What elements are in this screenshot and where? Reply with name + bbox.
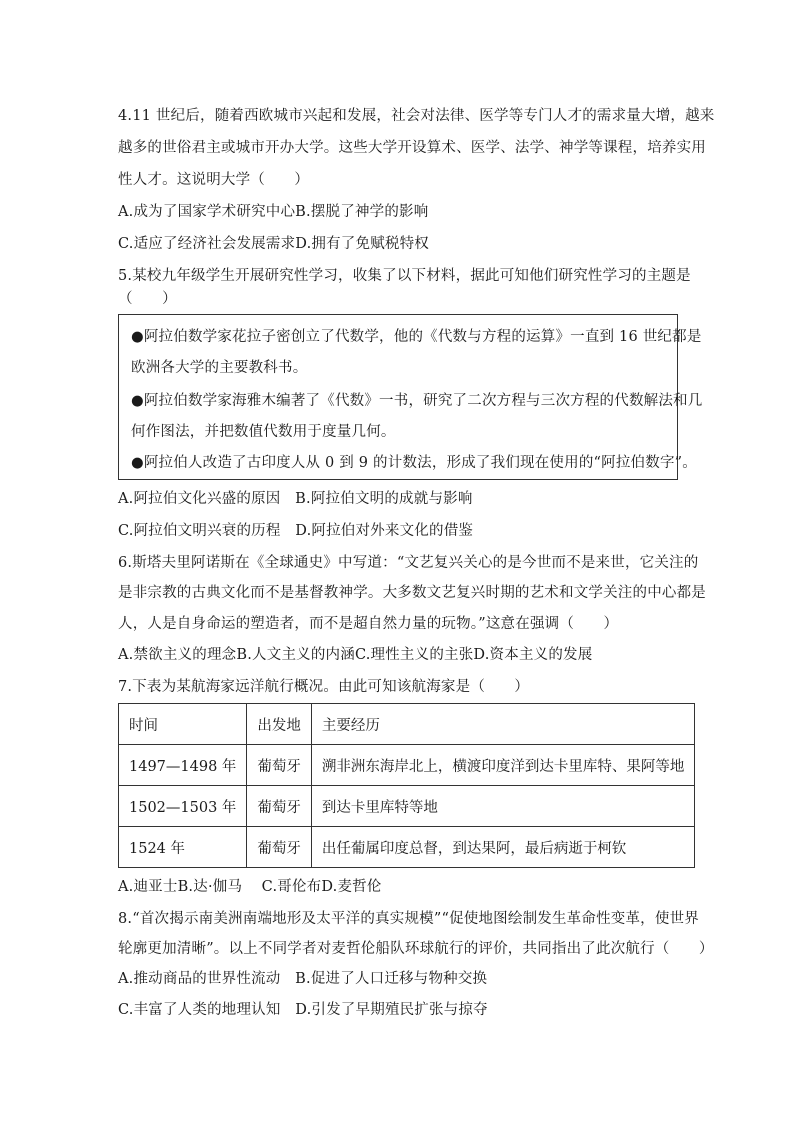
q4-stem-line-3: 性人才。这说明大学（ ） [118, 172, 310, 188]
header-time: 时间 [119, 704, 247, 745]
q6-stem-line-3: 人，人是自身命运的塑造者，而不是超自然力量的玩物。”这意在强调（ ） [118, 616, 619, 632]
row-time: 1497—1498 年 [119, 745, 247, 786]
q5-stem-line-1: 5.某校九年级学生开展研究性学习，收集了以下材料，据此可知他们研究性学习的主题是 [118, 268, 691, 284]
q5-material-box [118, 314, 703, 480]
row-time: 1524 年 [119, 827, 247, 868]
table-row [119, 786, 695, 827]
row-origin: 葡萄牙 [247, 745, 312, 786]
q8-stem-line-1: 8.“首次揭示南美洲南端地形及太平洋的真实规模”“促使地图绘制发生革命性变革，使世界 [118, 911, 699, 927]
row-experience: 溯非洲东海岸北上，横渡印度洋到达卡里库特、果阿等地 [311, 745, 695, 786]
q6-stem-line-2: 是非宗教的古典文化而不是基督教神学。大多数文艺复兴时期的艺术和文学关注的中心都是 [118, 585, 706, 601]
q8-options-cd: C.丰富了人类的地理认知 D.引发了早期殖民扩张与掠夺 [118, 1002, 488, 1018]
q4-options-cd: C.适应了经济社会发展需求D.拥有了免赋税特权 [118, 236, 430, 252]
row-experience: 到达卡里库特等地 [311, 786, 695, 827]
q7-options: A.迪亚士B.达·伽马 C.哥伦布D.麦哲伦 [118, 879, 382, 895]
q5-material-line-1: ●阿拉伯数学家花拉子密创立了代数学，他的《代数与方程的运算》一直到 16 世纪都是 [131, 329, 702, 345]
q5-stem-line-2: （ ） [118, 291, 177, 307]
table-row [119, 745, 695, 786]
q5-material-line-2: 欧洲各大学的主要教科书。 [131, 360, 308, 376]
q8-stem-line-2: 轮廓更加清晰”。以上不同学者对麦哲伦船队环球航行的评价，共同指出了此次航行（ ） [118, 941, 714, 957]
q4-stem-line-2: 越多的世俗君主或城市开办大学。这些大学开设算术、医学、法学、神学等课程，培养实用 [118, 140, 706, 156]
q5-options-cd: C.阿拉伯文明兴衰的历程 D.阿拉伯对外来文化的借鉴 [118, 523, 474, 539]
header-experience: 主要经历 [311, 704, 695, 745]
table-header-row [119, 704, 695, 745]
header-origin: 出发地 [247, 704, 312, 745]
row-time: 1502—1503 年 [119, 786, 247, 827]
row-origin: 葡萄牙 [247, 786, 312, 827]
q6-options: A.禁欲主义的理念B.人文主义的内涵C.理性主义的主张D.资本主义的发展 [118, 647, 593, 663]
voyage-table [118, 703, 695, 868]
q5-material-line-5: ●阿拉伯人改造了古印度人从 0 到 9 的计数法，形成了我们现在使用的“阿拉伯数字”。 [131, 455, 697, 471]
q7-stem: 7.下表为某航海家远洋航行概况。由此可知该航海家是（ ） [118, 679, 530, 695]
row-experience: 出任葡属印度总督，到达果阿，最后病逝于柯钦 [311, 827, 695, 868]
q5-options-ab: A.阿拉伯文化兴盛的原因 B.阿拉伯文明的成就与影响 [118, 491, 473, 507]
row-origin: 葡萄牙 [247, 827, 312, 868]
q5-material-line-4: 何作图法，并把数值代数用于度量几何。 [131, 424, 396, 440]
q4-options-ab: A.成为了国家学术研究中心B.摆脱了神学的影响 [118, 204, 429, 220]
table-row [119, 827, 695, 868]
q6-stem-line-1: 6.斯塔夫里阿诺斯在《全球通史》中写道：“文艺复兴关心的是今世而不是来世，它关注的 [118, 555, 699, 571]
q5-material-line-3: ●阿拉伯数学家海雅木编著了《代数》一书，研究了二次方程与三次方程的代数解法和几 [131, 393, 703, 409]
q4-stem-line-1: 4.11 世纪后，随着西欧城市兴起和发展，社会对法律、医学等专门人才的需求量大增，越来 [118, 108, 715, 124]
q8-options-ab: A.推动商品的世界性流动 B.促进了人口迁移与物种交换 [118, 971, 488, 987]
